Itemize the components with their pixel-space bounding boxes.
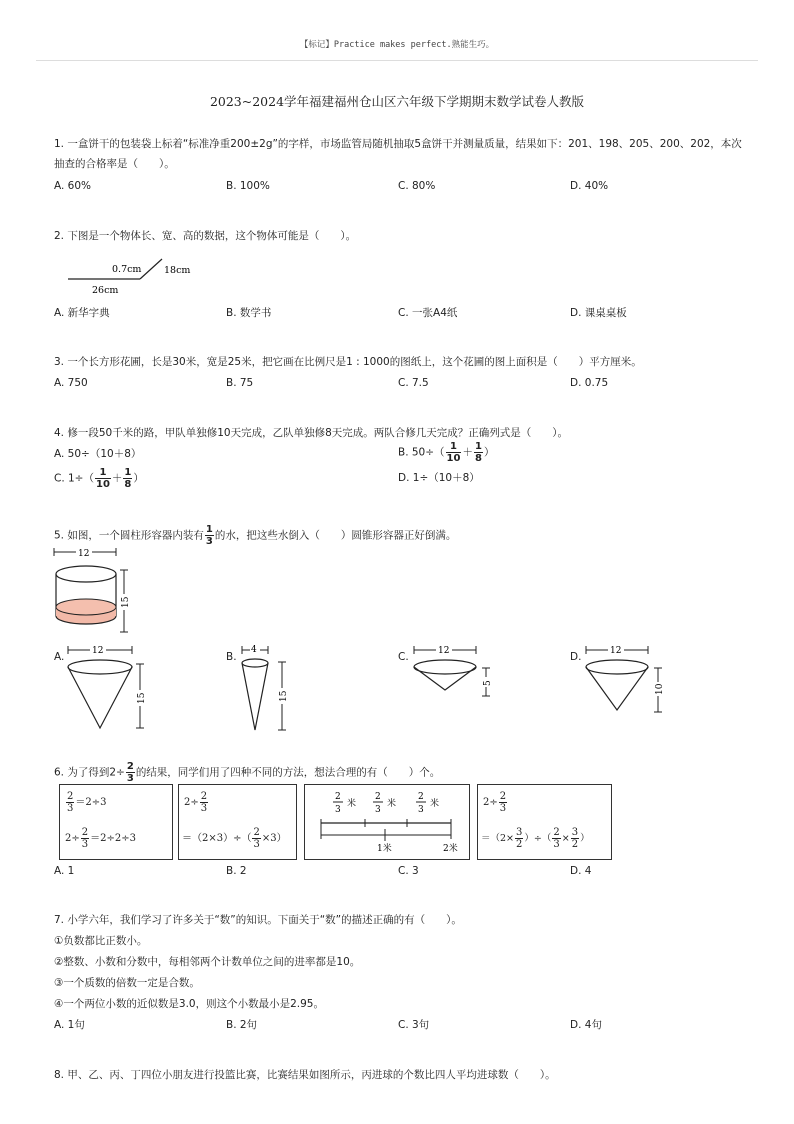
q3-option-b[interactable]: B. 75	[226, 377, 254, 389]
svg-text:3: 3	[418, 805, 424, 815]
svg-text:4: 4	[251, 645, 257, 655]
page-header: 【标记】Practice makes perfect.熟能生巧。	[299, 40, 495, 50]
fraction: $\frac{2}{3}$	[253, 827, 260, 850]
q6-text: 6. 为了得到2÷ $\frac{2}{3}$ 的结果，同学们用了四种不同的方法，想法合理的有（ ）个。	[54, 761, 441, 784]
svg-text:3: 3	[375, 805, 381, 815]
fraction: $\frac{2}{3}$	[499, 791, 507, 814]
q1-option-b[interactable]: B. 100%	[226, 180, 270, 192]
fraction: $\frac{2}{3}$	[553, 827, 560, 850]
q5-option-c-label[interactable]: C.	[398, 651, 409, 663]
q5-cylinder-figure	[50, 544, 140, 648]
fraction: $\frac{2}{3}$	[81, 827, 89, 850]
fraction: $\frac{2}{3}$	[67, 791, 74, 814]
q6-option-d[interactable]: D. 4	[570, 865, 592, 877]
q7-text: 7. 小学六年，我们学习了许多关于“数”的知识。下面关于“数”的描述正确的有（ ）。	[54, 914, 462, 926]
q5-option-d-label[interactable]: D.	[570, 651, 582, 663]
q4-option-a[interactable]: A. 50÷（10＋8）	[54, 448, 142, 460]
q6-method-box-1: $\frac{2}{3}$ ＝2÷3 2÷ $\frac{2}{3}$ ＝2÷2÷3	[59, 784, 173, 860]
q4-text: 4. 修一段50千米的路，甲队单独修10天完成，乙队单独修8天完成。两队合修几天完成？正确列式是（ ）。	[54, 427, 569, 439]
q6-method-box-2: 2÷ $\frac{2}{3}$ ＝（2×3）÷（ $\frac{2}{3}$ ×3）	[178, 784, 297, 860]
fraction: $\frac{2}{3}$	[126, 761, 134, 784]
fraction: $\frac{1}{3}$	[205, 524, 213, 547]
fraction: $\frac{1}{8}$	[474, 441, 482, 464]
q3-option-c[interactable]: C. 7.5	[398, 377, 429, 389]
q8-text: 8. 甲、乙、丙、丁四位小朋友进行投篮比赛，比赛结果如图所示，丙进球的个数比四人平均进球数（ ）。	[54, 1069, 556, 1081]
q5-option-b-label[interactable]: B.	[226, 651, 237, 663]
q3-text: 3. 一个长方形花圃，长是30米，宽是25米，把它画在比例尺是1 : 1000的图纸上，这个花圃的图上面积是（ ）平方厘米。	[54, 356, 642, 368]
q7-option-a[interactable]: A. 1句	[54, 1019, 85, 1031]
fraction: $\frac{1}{10}$	[446, 441, 461, 464]
q1-option-a[interactable]: A. 60%	[54, 180, 92, 192]
q5-cone-b[interactable]	[236, 642, 296, 734]
q6-option-a[interactable]: A. 1	[54, 865, 75, 877]
fraction: $\frac{2}{3}$	[200, 791, 208, 814]
page-title: 2023~2024学年福建福州仓山区六年级下学期期末数学试卷人教版	[209, 94, 585, 109]
q7-statement-3: ③一个质数的倍数一定是合数。	[54, 977, 200, 989]
q5-text: 5. 如图，一个圆柱形容器内装有 $\frac{1}{3}$ 的水，把这些水倒入（ ）圆锥形容器正好倒满。	[54, 524, 457, 547]
q2-label-height: 0.7cm	[112, 264, 142, 275]
fraction: $\frac{3}{2}$	[571, 827, 579, 850]
fraction: $\frac{1}{10}$	[96, 467, 110, 490]
q7-statement-1: ①负数都比正数小。	[54, 935, 148, 947]
q1-option-c[interactable]: C. 80%	[398, 180, 436, 192]
q5-option-a-label[interactable]: A.	[54, 651, 65, 663]
svg-text:12: 12	[438, 646, 450, 656]
q7-option-c[interactable]: C. 3句	[398, 1019, 430, 1031]
q6-method-box-3	[304, 784, 470, 860]
svg-text:米: 米	[430, 799, 440, 809]
svg-text:15: 15	[137, 692, 147, 704]
svg-text:12: 12	[610, 646, 622, 656]
svg-text:米: 米	[387, 799, 397, 809]
svg-text:3: 3	[335, 805, 341, 815]
q2-text: 2. 下图是一个物体长、宽、高的数据，这个物体可能是（ ）。	[54, 230, 357, 242]
q2-option-d[interactable]: D. 课桌桌板	[570, 307, 627, 319]
svg-text:2: 2	[335, 792, 341, 802]
q6-method-box-4: 2÷ $\frac{2}{3}$ ＝（2× $\frac{3}{2}$ ）÷（ $\frac{2}{3}$ × $\frac{3}{2}$ ）	[477, 784, 612, 860]
svg-text:2米: 2米	[443, 844, 458, 854]
q5-cone-d[interactable]	[582, 640, 672, 716]
fraction: $\frac{3}{2}$	[516, 827, 523, 850]
svg-text:10: 10	[655, 683, 665, 695]
svg-text:15: 15	[121, 596, 131, 608]
q2-dimension-figure	[60, 255, 220, 297]
fraction: $\frac{1}{8}$	[124, 467, 132, 490]
svg-text:1米: 1米	[377, 844, 392, 854]
header-divider	[36, 60, 758, 61]
q5-cone-c[interactable]	[410, 640, 500, 710]
q5-cone-a[interactable]	[64, 640, 148, 732]
q7-statement-2: ②整数、小数和分数中，每相邻两个计数单位之间的进率都是10。	[54, 956, 361, 968]
q3-option-d[interactable]: D. 0.75	[570, 377, 609, 389]
q4-option-c[interactable]: C. 1÷（ $\frac{1}{10}$ ＋ $\frac{1}{8}$ ）	[54, 467, 144, 490]
svg-text:15: 15	[279, 690, 289, 702]
q1-option-d[interactable]: D. 40%	[570, 180, 609, 192]
svg-text:2: 2	[418, 792, 424, 802]
svg-text:5: 5	[483, 680, 493, 686]
q1-line1: 1. 一盒饼干的包装袋上标着“标准净重200±2g”的字样，市场监管局随机抽取5盒饼干并测量质量，结果如下：201、198、205、200、202，本次	[54, 138, 742, 150]
q2-option-c[interactable]: C. 一张A4纸	[398, 307, 458, 319]
q3-option-a[interactable]: A. 750	[54, 377, 88, 389]
q2-option-b[interactable]: B. 数学书	[226, 307, 272, 319]
q1-line2: 抽查的合格率是（ ）。	[54, 158, 175, 170]
q4-option-b[interactable]: B. 50÷（ $\frac{1}{10}$ ＋ $\frac{1}{8}$ ）	[398, 441, 495, 464]
q6-option-b[interactable]: B. 2	[226, 865, 247, 877]
q6-number-line	[305, 785, 469, 859]
svg-text:12: 12	[92, 646, 104, 656]
q6-option-c[interactable]: C. 3	[398, 865, 419, 877]
q2-option-a[interactable]: A. 新华字典	[54, 307, 110, 319]
q4-option-d[interactable]: D. 1÷（10＋8）	[398, 472, 480, 484]
q7-option-d[interactable]: D. 4句	[570, 1019, 602, 1031]
q2-label-width: 18cm	[164, 265, 191, 276]
q7-option-b[interactable]: B. 2句	[226, 1019, 258, 1031]
q7-statement-4: ④一个两位小数的近似数是3.0，则这个小数最小是2.95。	[54, 998, 324, 1010]
svg-text:2: 2	[375, 792, 381, 802]
svg-text:12: 12	[78, 549, 90, 559]
svg-text:米: 米	[347, 799, 357, 809]
q2-label-length: 26cm	[92, 285, 119, 296]
